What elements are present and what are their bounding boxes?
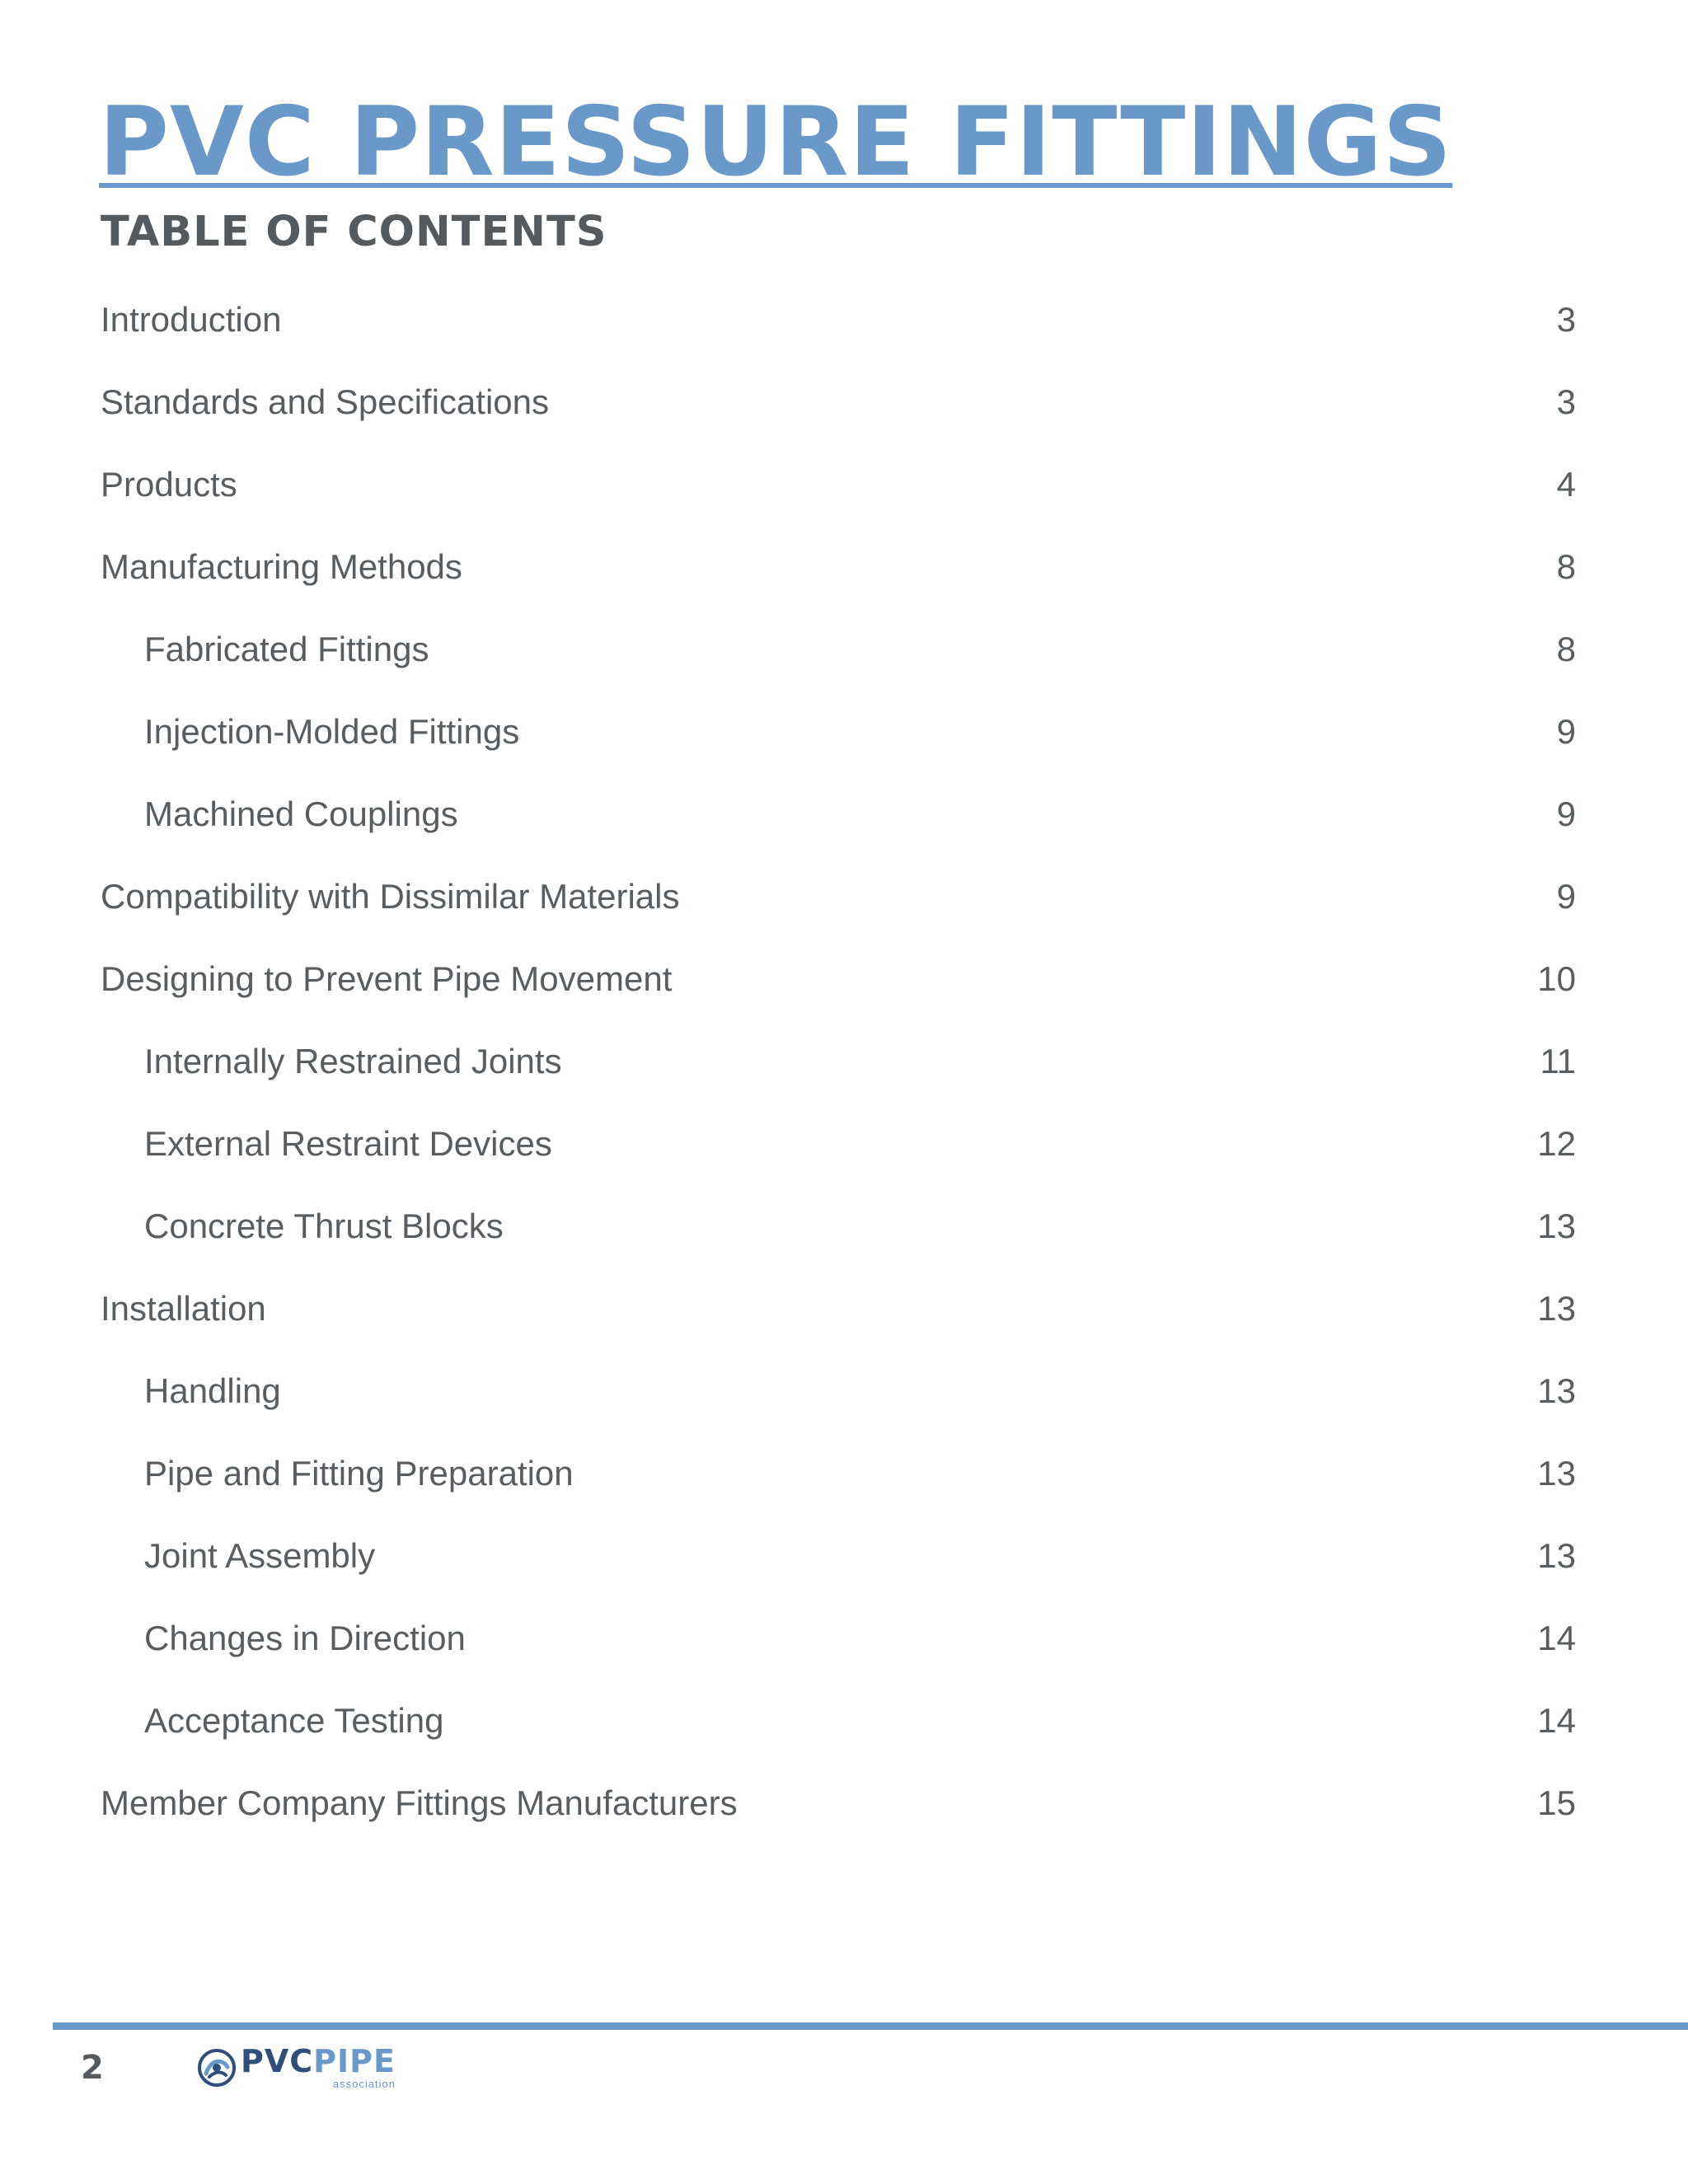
pvc-pipe-association-emblem-icon [198, 2049, 236, 2087]
toc-entry-page-number: 4 [1556, 465, 1576, 504]
toc-entry-page-number: 13 [1537, 1454, 1576, 1493]
toc-entry[interactable] [101, 1366, 1576, 1449]
toc-entry[interactable] [101, 707, 1576, 790]
toc-entry-label: Fabricated Fittings [144, 630, 429, 668]
toc-entry-page-number: 9 [1556, 794, 1576, 833]
toc-entry-page-number: 15 [1537, 1783, 1576, 1822]
toc-entry-page-number: 12 [1537, 1124, 1576, 1163]
toc-entry-label: Member Company Fittings Manufacturers [101, 1783, 738, 1822]
logo-wordmark [241, 2043, 396, 2090]
toc-entry[interactable] [101, 1614, 1576, 1696]
toc-entry[interactable] [101, 1696, 1576, 1779]
toc-entry-page-number: 14 [1537, 1701, 1576, 1740]
footer-divider [53, 2022, 1688, 2030]
toc-entry-label: Machined Couplings [144, 794, 458, 833]
pvc-pipe-association-logo [198, 2043, 396, 2090]
toc-entry-label: Introduction [101, 300, 282, 339]
toc-entry-label: Pipe and Fitting Preparation [144, 1454, 574, 1493]
toc-entry-label: Manufacturing Methods [101, 547, 462, 586]
toc-entry-page-number: 8 [1556, 547, 1576, 586]
toc-entry[interactable] [101, 1779, 1576, 1861]
toc-entry-label: Internally Restrained Joints [144, 1042, 562, 1080]
toc-entry-page-number: 9 [1556, 712, 1576, 751]
toc-entry[interactable] [101, 1449, 1576, 1531]
toc-entry[interactable] [101, 542, 1576, 625]
logo-word [241, 2043, 396, 2079]
logo-word-pvc: PVC [241, 2043, 314, 2079]
document-title: PVC PRESSURE FITTINGS [99, 87, 1453, 198]
toc-entry-label: Concrete Thrust Blocks [144, 1207, 504, 1245]
toc-entry-page-number: 9 [1556, 877, 1576, 916]
toc-entry-page-number: 14 [1537, 1619, 1576, 1657]
toc-entry[interactable] [101, 377, 1576, 460]
toc-entry-label: Changes in Direction [144, 1619, 466, 1657]
toc-entry-label: Standards and Specifications [101, 382, 550, 421]
toc-entry[interactable] [101, 790, 1576, 872]
toc-entry-page-number: 8 [1556, 630, 1576, 668]
toc-entry-page-number: 13 [1537, 1371, 1576, 1410]
toc-entry-label: Products [101, 465, 237, 504]
toc-heading: TABLE OF CONTENTS [101, 208, 607, 256]
logo-subtitle: association [332, 2078, 396, 2090]
toc-entry-page-number: 13 [1537, 1207, 1576, 1245]
toc-entry[interactable] [101, 295, 1576, 377]
toc-entry[interactable] [101, 460, 1576, 542]
toc-entry-label: External Restraint Devices [144, 1124, 552, 1163]
toc-entry[interactable] [101, 1531, 1576, 1614]
toc-entry-page-number: 3 [1556, 382, 1576, 421]
toc-entry-page-number: 11 [1540, 1042, 1576, 1080]
toc-entry-label: Designing to Prevent Pipe Movement [101, 959, 673, 998]
toc-entry-label: Handling [144, 1371, 281, 1410]
toc-entry[interactable] [101, 1037, 1576, 1119]
toc-entry-label: Joint Assembly [144, 1536, 376, 1575]
toc-entry-label: Installation [101, 1289, 266, 1328]
toc-entry-page-number: 13 [1537, 1289, 1576, 1328]
toc-entry[interactable] [101, 872, 1576, 954]
logo-word-pipe: PIPE [313, 2043, 396, 2079]
toc-entry[interactable] [101, 1202, 1576, 1284]
toc-entry-page-number: 3 [1556, 300, 1576, 339]
toc-entry[interactable] [101, 1284, 1576, 1366]
toc-entry-page-number: 10 [1537, 959, 1576, 998]
toc-entry[interactable] [101, 625, 1576, 707]
toc-entry-label: Compatibility with Dissimilar Materials [101, 877, 680, 916]
toc-entry-label: Injection-Molded Fittings [144, 712, 520, 751]
toc-entry-label: Acceptance Testing [144, 1701, 444, 1740]
page-number: 2 [81, 2049, 104, 2087]
table-of-contents [101, 295, 1576, 1861]
toc-entry-page-number: 13 [1537, 1536, 1576, 1575]
toc-entry[interactable] [101, 954, 1576, 1037]
toc-entry[interactable] [101, 1119, 1576, 1202]
